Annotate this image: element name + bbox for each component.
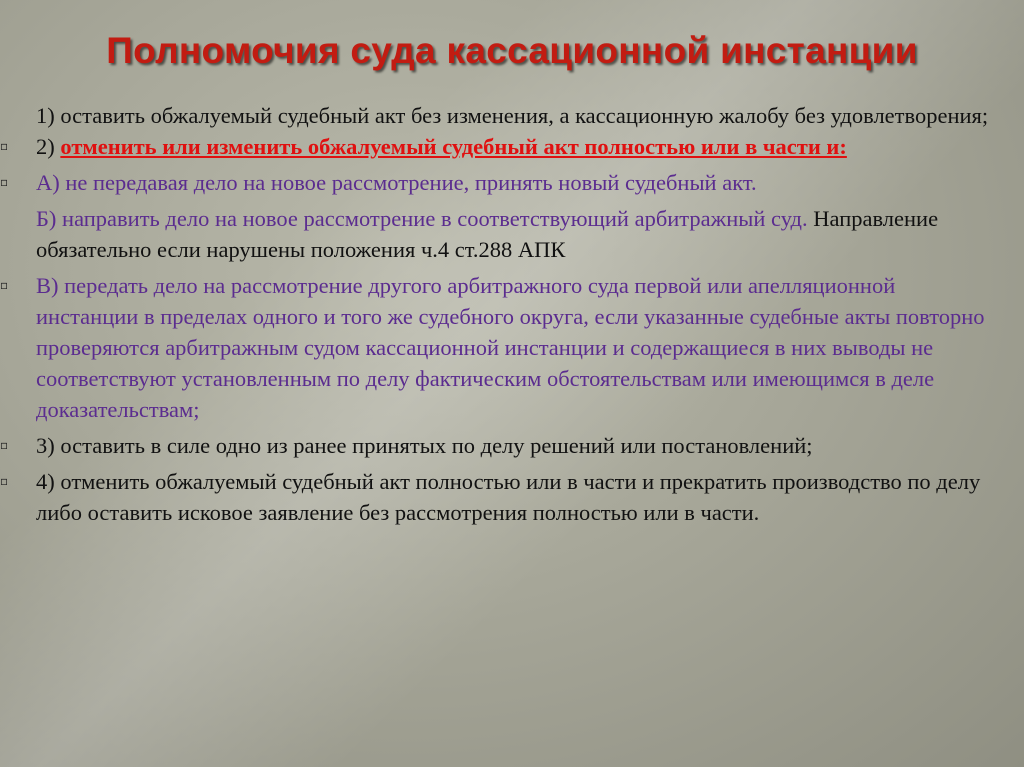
item-2 (0, 131, 1000, 162)
item-b-note: Направление обязательно если нарушены положения ч.4 ст.288 АПК (36, 206, 939, 262)
item-4 (0, 466, 1000, 528)
slide-content (0, 100, 1000, 528)
item-2-prefix: 2) (36, 134, 61, 159)
item-3 (0, 430, 1000, 461)
bullet-icon: ▫ (0, 139, 9, 153)
item-1 (0, 100, 1000, 131)
item-3-text: 3) оставить в силе одно из ранее принятых по делу решений или постановлений; (36, 433, 813, 458)
item-v (0, 270, 1000, 425)
bullet-icon: ▫ (0, 175, 9, 189)
item-a (0, 167, 1000, 198)
bullet-icon: ▫ (0, 438, 9, 452)
item-2-highlight: отменить или изменить обжалуемый судебный акт полностью или в части и: (60, 134, 847, 159)
item-b (0, 203, 1000, 265)
item-b-text: Б) направить дело на новое рассмотрение в соответствующий арбитражный суд. (36, 206, 808, 231)
item-4-text: 4) отменить обжалуемый судебный акт полностью или в части и прекратить производство по делу либо оставить исковое заявление без рассмотрения полностью или в части. (36, 469, 981, 525)
bullet-icon: ▫ (0, 278, 9, 292)
slide-title: Полномочия суда кассационной инстанции (106, 30, 918, 71)
bullet-icon: ▫ (0, 474, 9, 488)
item-1-text: 1) оставить обжалуемый судебный акт без изменения, а кассационную жалобу без удовлетворения; (36, 103, 989, 128)
item-a-text: А) не передавая дело на новое рассмотрение, принять новый судебный акт. (36, 170, 757, 195)
item-v-text: В) передать дело на рассмотрение другого арбитражного суда первой или апелляционной инстанции в пределах одного и того же судебного округа, если указанные судебные акты повторно проверяются арбитражным судом кассационной инстанции и содержащиеся в них выводы не соответствуют установленным по делу фактическим обстоятельствам или имеющимся в деле доказательствам; (36, 273, 985, 422)
